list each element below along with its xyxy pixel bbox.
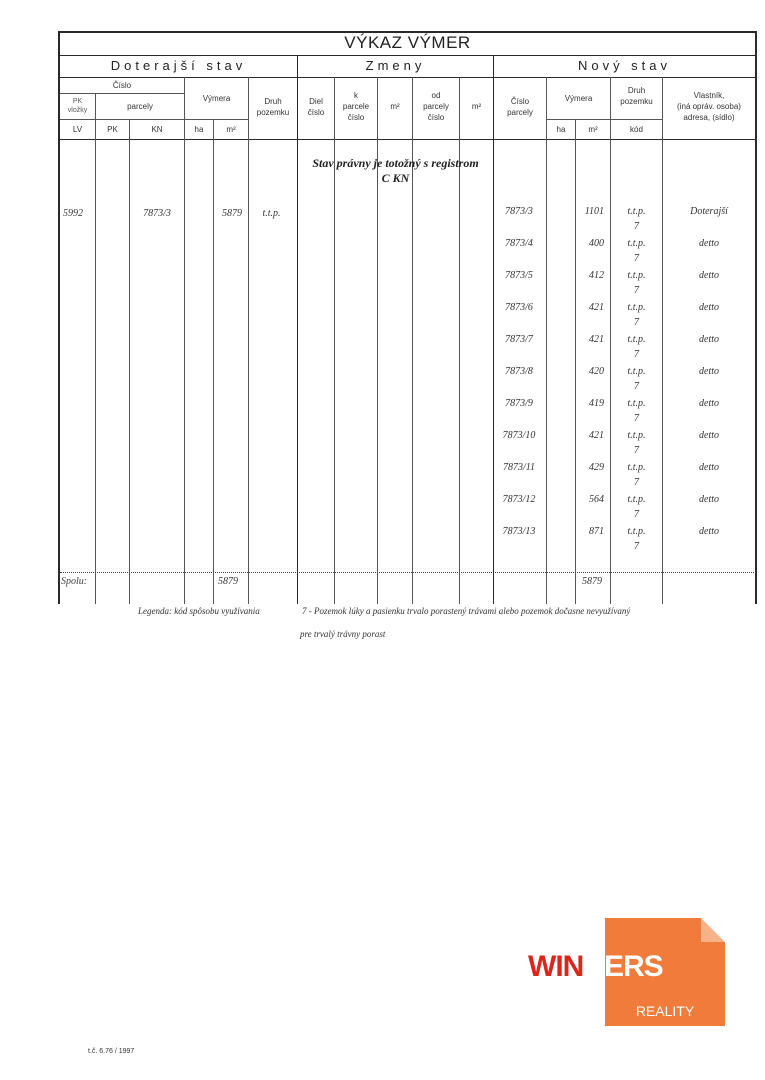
legal-status-note: Stav právny je totožný s registrom C KN	[312, 156, 479, 185]
header-cislo: Číslo	[112, 81, 132, 90]
new-row-m2: 564	[589, 494, 604, 505]
new-row-druh: t.t.p.	[627, 238, 646, 249]
header-vlastnik: Vlastník, (iná opráv. osoba) adresa, (sídlo)	[677, 91, 741, 122]
new-row-owner: detto	[699, 494, 719, 505]
new-row-owner: detto	[699, 366, 719, 377]
watermark-sub: REALITY	[635, 1003, 695, 1019]
new-row-owner: detto	[699, 238, 719, 249]
legend-text-line1: 7 - Pozemok lúky a pasienku trvalo porastený trávami alebo pozemok dočasne nevyužívaný	[302, 606, 631, 616]
header-changes-m2-2: m²	[471, 102, 482, 111]
new-row-druh: t.t.p.	[627, 430, 646, 441]
new-row-parcel: 7873/4	[505, 238, 533, 249]
new-row-kod: 7	[634, 317, 639, 328]
new-row-parcel: 7873/9	[505, 398, 533, 409]
new-row-m2: 421	[589, 334, 604, 345]
new-row-parcel: 7873/6	[505, 302, 533, 313]
new-row-owner: detto	[699, 430, 719, 441]
header-k-parcele-cislo: k parcele číslo	[342, 91, 370, 122]
form-id: t.č. 6.76 / 1997	[88, 1048, 135, 1055]
new-row-kod: 7	[634, 509, 639, 520]
new-row-parcel: 7873/10	[502, 430, 536, 441]
legend-label: Legenda: kód spôsobu využívania	[138, 606, 260, 616]
new-row-parcel: 7873/11	[502, 462, 536, 473]
new-row-m2: 400	[589, 238, 604, 249]
new-row-m2: 420	[589, 366, 604, 377]
totals-previous-m2: 5879	[218, 576, 238, 587]
new-row-owner: detto	[699, 334, 719, 345]
new-row-druh: t.t.p.	[627, 366, 646, 377]
header-od-parcely-cislo: od parcely číslo	[423, 91, 449, 122]
header-diel-cislo: Diel číslo	[307, 97, 325, 117]
new-row-kod: 7	[634, 477, 639, 488]
new-row-kod: 7	[634, 541, 639, 552]
new-row-parcel: 7873/12	[502, 494, 536, 505]
header-druh-pozemku: Druh pozemku	[256, 97, 290, 117]
prev-lv: 5992	[63, 208, 83, 219]
header-m2: m²	[226, 125, 236, 134]
new-row-m2: 1101	[584, 206, 604, 217]
header-kn: KN	[151, 125, 163, 134]
section-changes: Zmeny	[365, 58, 426, 73]
header-lv: LV	[72, 125, 83, 134]
new-row-kod: 7	[634, 285, 639, 296]
new-row-m2: 421	[589, 302, 604, 313]
new-row-owner: detto	[699, 398, 719, 409]
header-kod: kód	[630, 125, 643, 134]
new-row-druh: t.t.p.	[627, 302, 646, 313]
new-row-druh: t.t.p.	[627, 462, 646, 473]
header-new-druh-pozemku: Druh pozemku	[620, 86, 653, 106]
prev-m2: 5879	[222, 208, 242, 219]
header-ha: ha	[194, 125, 204, 134]
new-row-kod: 7	[634, 445, 639, 456]
new-row-m2: 429	[589, 462, 604, 473]
new-row-owner: Doterajší	[690, 206, 728, 217]
section-new-state: Nový stav	[577, 58, 672, 73]
new-row-druh: t.t.p.	[627, 398, 646, 409]
new-row-kod: 7	[634, 413, 639, 424]
new-row-m2: 421	[589, 430, 604, 441]
watermark-brand-red: WIN	[528, 950, 584, 983]
new-row-kod: 7	[634, 221, 639, 232]
section-previous-state: Doterajší stav	[110, 58, 247, 73]
new-row-owner: detto	[699, 302, 719, 313]
new-row-parcel: 7873/7	[505, 334, 533, 345]
new-row-druh: t.t.p.	[627, 334, 646, 345]
new-row-kod: 7	[634, 349, 639, 360]
new-row-m2: 412	[589, 270, 604, 281]
new-row-druh: t.t.p.	[627, 270, 646, 281]
logo-corner-fold	[701, 918, 725, 942]
header-changes-m2: m²	[390, 102, 400, 111]
new-row-druh: t.t.p.	[627, 494, 646, 505]
new-row-parcel: 7873/3	[505, 206, 533, 217]
header-new-vymera: Výmera	[564, 94, 593, 103]
new-row-druh: t.t.p.	[627, 206, 646, 217]
new-row-druh: t.t.p.	[627, 526, 646, 537]
new-row-parcel: 7873/5	[505, 270, 533, 281]
header-vymera: Výmera	[202, 94, 231, 103]
new-row-parcel: 7873/8	[505, 366, 533, 377]
new-row-owner: detto	[699, 462, 719, 473]
watermark-brand-white: NERS	[583, 950, 663, 983]
header-cislo-parcely: Číslo parcely	[507, 97, 533, 117]
new-row-owner: detto	[699, 270, 719, 281]
document-title: VÝKAZ VÝMER	[344, 33, 471, 52]
new-row-kod: 7	[634, 253, 639, 264]
totals-new-m2: 5879	[582, 576, 602, 587]
header-new-m2: m²	[588, 125, 598, 134]
prev-kn: 7873/3	[143, 208, 171, 219]
new-row-m2: 419	[589, 398, 604, 409]
header-parcely: parcely	[127, 102, 153, 111]
totals-label: Spolu:	[61, 576, 88, 587]
prev-druh: t.t.p.	[262, 208, 281, 219]
legend-text-line2: pre trvalý trávny porast	[300, 629, 386, 639]
new-row-parcel: 7873/13	[502, 526, 536, 537]
new-row-owner: detto	[699, 526, 719, 537]
header-new-ha: ha	[556, 125, 566, 134]
new-row-m2: 871	[589, 526, 604, 537]
header-pk: PK	[107, 125, 118, 134]
new-row-kod: 7	[634, 381, 639, 392]
watermark-brand	[528, 950, 663, 984]
header-pk-vlozky: PK vložky	[67, 98, 88, 114]
